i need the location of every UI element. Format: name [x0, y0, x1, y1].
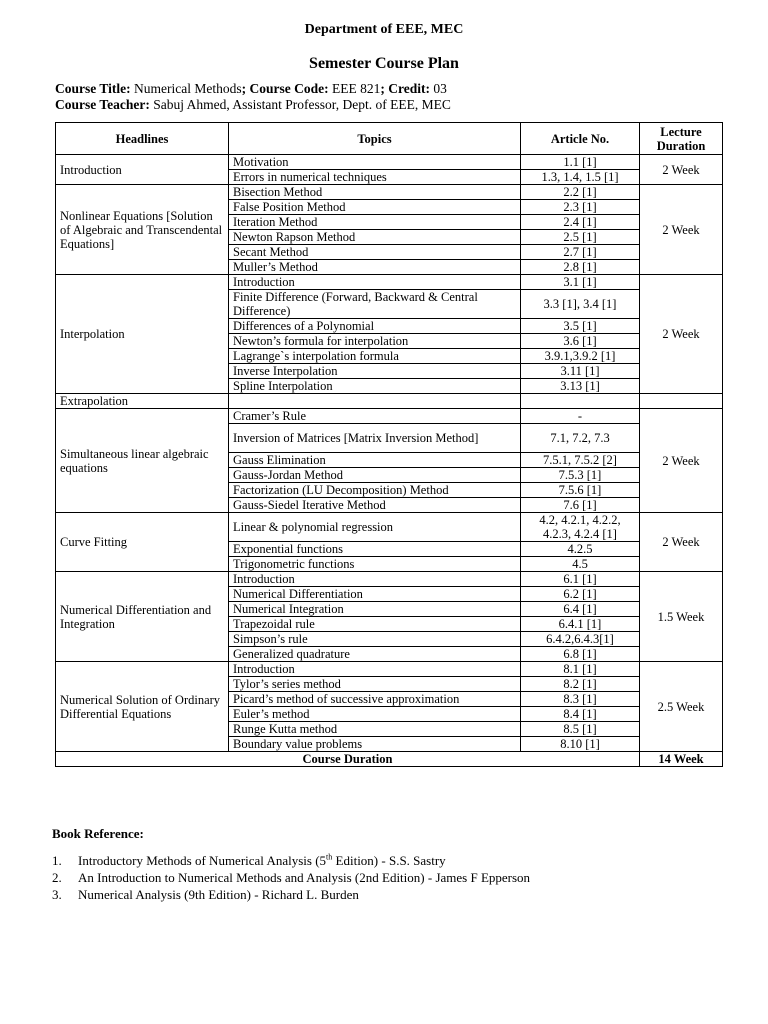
topic-cell: Numerical Integration: [229, 602, 521, 617]
article-cell: 8.2 [1]: [521, 677, 640, 692]
topic-cell: Linear & polynomial regression: [229, 513, 521, 542]
course-title-label: Course Title:: [55, 81, 131, 96]
table-header-row: [56, 123, 723, 155]
article-cell: 6.4 [1]: [521, 602, 640, 617]
table-row: [56, 275, 723, 290]
course-code: EEE 821: [331, 81, 381, 96]
topic-cell: False Position Method: [229, 200, 521, 215]
article-cell: 4.2.5: [521, 542, 640, 557]
topic-cell: Gauss-Siedel Iterative Method: [229, 498, 521, 513]
article-cell: 8.3 [1]: [521, 692, 640, 707]
article-cell: 7.5.6 [1]: [521, 483, 640, 498]
article-cell: 7.6 [1]: [521, 498, 640, 513]
article-cell: 2.4 [1]: [521, 215, 640, 230]
book-reference-title: Book Reference:: [52, 826, 144, 841]
article-cell: 4.2, 4.2.1, 4.2.2, 4.2.3, 4.2.4 [1]: [521, 513, 640, 542]
article-cell: 8.4 [1]: [521, 707, 640, 722]
article-cell: 3.5 [1]: [521, 319, 640, 334]
topic-cell: Inverse Interpolation: [229, 364, 521, 379]
col-header-duration: Lecture Duration: [640, 123, 723, 155]
topic-cell: Trigonometric functions: [229, 557, 521, 572]
headline-cell: Nonlinear Equations [Solution of Algebraic and Transcendental Equations]: [56, 185, 229, 275]
article-cell: 2.5 [1]: [521, 230, 640, 245]
book-text: Introductory Methods of Numerical Analysis (5: [78, 853, 327, 868]
article-cell: 7.5.1, 7.5.2 [2]: [521, 453, 640, 468]
article-cell: 1.1 [1]: [521, 155, 640, 170]
duration-cell: 2 Week: [640, 275, 723, 394]
table-row: [56, 572, 723, 587]
topic-cell: Inversion of Matrices [Matrix Inversion Method]: [229, 424, 521, 453]
topic-cell: Bisection Method: [229, 185, 521, 200]
list-item: [52, 886, 530, 903]
topic-cell: Errors in numerical techniques: [229, 170, 521, 185]
table-row: [56, 662, 723, 677]
topic-cell: Iteration Method: [229, 215, 521, 230]
article-cell: 6.1 [1]: [521, 572, 640, 587]
article-cell: 3.3 [1], 3.4 [1]: [521, 290, 640, 319]
article-cell: 7.1, 7.2, 7.3: [521, 424, 640, 453]
topic-cell: Muller’s Method: [229, 260, 521, 275]
table-row: [56, 155, 723, 170]
book-edition-sup: th: [326, 852, 333, 862]
article-cell: 3.6 [1]: [521, 334, 640, 349]
duration-cell: 1.5 Week: [640, 572, 723, 662]
topic-cell: Numerical Differentiation: [229, 587, 521, 602]
col-header-article: Article No.: [521, 123, 640, 155]
table-row: [56, 394, 723, 409]
col-header-topics: Topics: [229, 123, 521, 155]
article-cell: 2.2 [1]: [521, 185, 640, 200]
topic-cell: Introduction: [229, 662, 521, 677]
col-header-headlines: Headlines: [56, 123, 229, 155]
article-cell: 6.4.2,6.4.3[1]: [521, 632, 640, 647]
credit-label: ; Credit:: [380, 81, 430, 96]
teacher-label: Course Teacher:: [55, 97, 150, 112]
article-cell: 6.8 [1]: [521, 647, 640, 662]
list-number: 1.: [52, 853, 62, 868]
list-number: 3.: [52, 887, 62, 902]
list-item: [52, 869, 530, 886]
topic-cell: Runge Kutta method: [229, 722, 521, 737]
duration-cell: 2 Week: [640, 185, 723, 275]
teacher-line: [55, 96, 451, 113]
article-cell: 7.5.3 [1]: [521, 468, 640, 483]
headline-cell: Introduction: [56, 155, 229, 185]
article-cell: 6.4.1 [1]: [521, 617, 640, 632]
article-cell: 8.10 [1]: [521, 737, 640, 752]
course-info-line: [55, 80, 447, 97]
list-number: 2.: [52, 870, 62, 885]
article-cell: 6.2 [1]: [521, 587, 640, 602]
teacher: Sabuj Ahmed, Assistant Professor, Dept. of EEE, MEC: [153, 97, 451, 112]
course-code-label: ; Course Code:: [241, 81, 329, 96]
topic-cell: Newton Rapson Method: [229, 230, 521, 245]
table-body: [56, 155, 723, 752]
headline-cell: Numerical Differentiation and Integration: [56, 572, 229, 662]
topic-cell: Boundary value problems: [229, 737, 521, 752]
credit: 03: [433, 81, 447, 96]
topic-cell: [229, 394, 521, 409]
duration-cell: 2.5 Week: [640, 662, 723, 752]
topic-cell: Introduction: [229, 275, 521, 290]
book-text: Numerical Analysis (9th Edition) - Richard L. Burden: [78, 887, 359, 902]
headline-cell: Numerical Solution of Ordinary Differential Equations: [56, 662, 229, 752]
article-cell: 3.13 [1]: [521, 379, 640, 394]
article-cell: 3.11 [1]: [521, 364, 640, 379]
page-title: Semester Course Plan: [309, 55, 459, 72]
course-duration-value: 14 Week: [640, 752, 723, 767]
topic-cell: Differences of a Polynomial: [229, 319, 521, 334]
topic-cell: Tylor’s series method: [229, 677, 521, 692]
topic-cell: Trapezoidal rule: [229, 617, 521, 632]
article-cell: [521, 394, 640, 409]
duration-cell: [640, 394, 723, 409]
topic-cell: Picard’s method of successive approximation: [229, 692, 521, 707]
topic-cell: Spline Interpolation: [229, 379, 521, 394]
topic-cell: Secant Method: [229, 245, 521, 260]
headline-cell: Extrapolation: [56, 394, 229, 409]
course-duration-label: Course Duration: [56, 752, 640, 767]
topic-cell: Introduction: [229, 572, 521, 587]
course-plan-table: [55, 122, 723, 767]
topic-cell: Motivation: [229, 155, 521, 170]
article-cell: 3.9.1,3.9.2 [1]: [521, 349, 640, 364]
topic-cell: Factorization (LU Decomposition) Method: [229, 483, 521, 498]
topic-cell: Finite Difference (Forward, Backward & Central Difference): [229, 290, 521, 319]
article-cell: 3.1 [1]: [521, 275, 640, 290]
duration-cell: 2 Week: [640, 513, 723, 572]
headline-cell: Interpolation: [56, 275, 229, 394]
headline-cell: Curve Fitting: [56, 513, 229, 572]
table-row: [56, 513, 723, 542]
topic-cell: Gauss-Jordan Method: [229, 468, 521, 483]
article-cell: 8.1 [1]: [521, 662, 640, 677]
duration-cell: 2 Week: [640, 409, 723, 513]
topic-cell: Simpson’s rule: [229, 632, 521, 647]
topic-cell: Cramer’s Rule: [229, 409, 521, 424]
article-cell: 2.8 [1]: [521, 260, 640, 275]
article-cell: 2.7 [1]: [521, 245, 640, 260]
article-cell: -: [521, 409, 640, 424]
book-text-rest: Edition) - S.S. Sastry: [332, 853, 446, 868]
topic-cell: Lagrange`s interpolation formula: [229, 349, 521, 364]
headline-cell: Simultaneous linear algebraic equations: [56, 409, 229, 513]
table-row: [56, 185, 723, 200]
book-text: An Introduction to Numerical Methods and Analysis (2nd Edition) - James F Epperson: [78, 870, 531, 885]
department-heading: Department of EEE, MEC: [304, 22, 464, 37]
list-item: [52, 852, 530, 869]
article-cell: 2.3 [1]: [521, 200, 640, 215]
article-cell: 8.5 [1]: [521, 722, 640, 737]
article-cell: 1.3, 1.4, 1.5 [1]: [521, 170, 640, 185]
topic-cell: Generalized quadrature: [229, 647, 521, 662]
table-row: [56, 409, 723, 424]
topic-cell: Euler’s method: [229, 707, 521, 722]
duration-cell: 2 Week: [640, 155, 723, 185]
topic-cell: Newton’s formula for interpolation: [229, 334, 521, 349]
topic-cell: Exponential functions: [229, 542, 521, 557]
article-cell: 4.5: [521, 557, 640, 572]
table-footer-row: [56, 752, 723, 767]
book-list: [52, 852, 530, 903]
topic-cell: Gauss Elimination: [229, 453, 521, 468]
course-title: Numerical Methods: [134, 81, 242, 96]
